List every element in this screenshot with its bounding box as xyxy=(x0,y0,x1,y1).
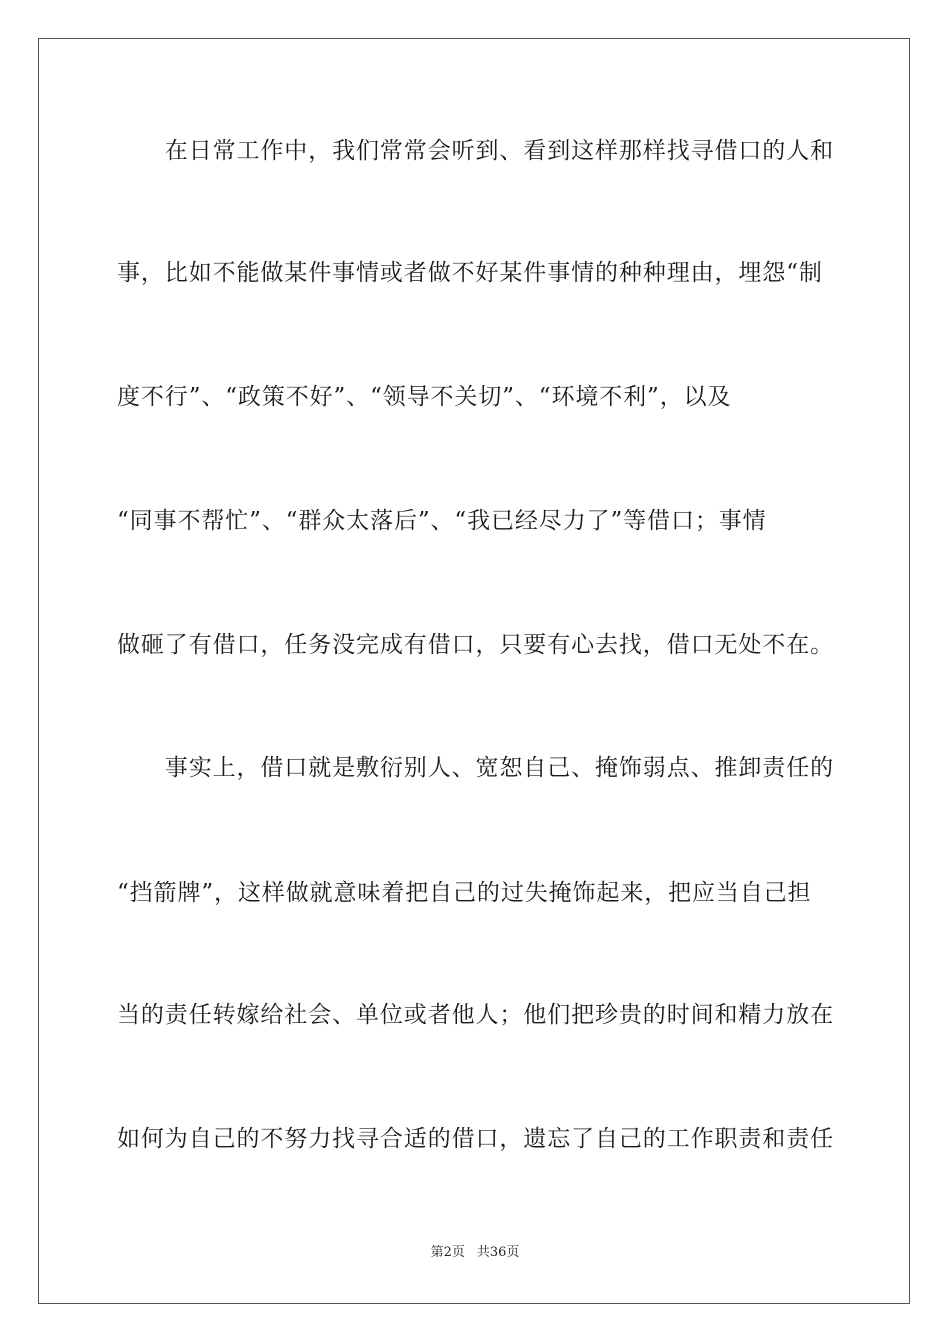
text-line: 度不行”、“政策不好”、“领导不关切”、“环境不利”，以及 xyxy=(117,384,732,410)
page-total: 共36页 xyxy=(476,1245,520,1260)
text-line: 事实上，借口就是敷衍别人、宽恕自己、掩饰弱点、推卸责任的 xyxy=(117,755,834,781)
text-line: 如何为自己的不努力找寻合适的借口，遗忘了自己的工作职责和责任 xyxy=(117,1126,834,1152)
text-line: “挡箭牌”，这样做就意味着把自己的过失掩饰起来，把应当自己担 xyxy=(117,880,812,906)
page-footer xyxy=(0,1245,950,1261)
text-line: 做砸了有借口，任务没完成有借口，只要有心去找，借口无处不在。 xyxy=(117,632,834,658)
text-line: “同事不帮忙”、“群众太落后”、“我已经尽力了”等借口；事情 xyxy=(117,508,767,534)
text-line: 在日常工作中，我们常常会听到、看到这样那样找寻借口的人和 xyxy=(117,138,834,164)
text-line: 当的责任转嫁给社会、单位或者他人；他们把珍贵的时间和精力放在 xyxy=(117,1002,834,1028)
text-line: 事，比如不能做某件事情或者做不好某件事情的种种理由，埋怨“制 xyxy=(117,260,823,286)
page-number: 第2页 xyxy=(430,1245,465,1260)
page-border xyxy=(38,38,910,1304)
